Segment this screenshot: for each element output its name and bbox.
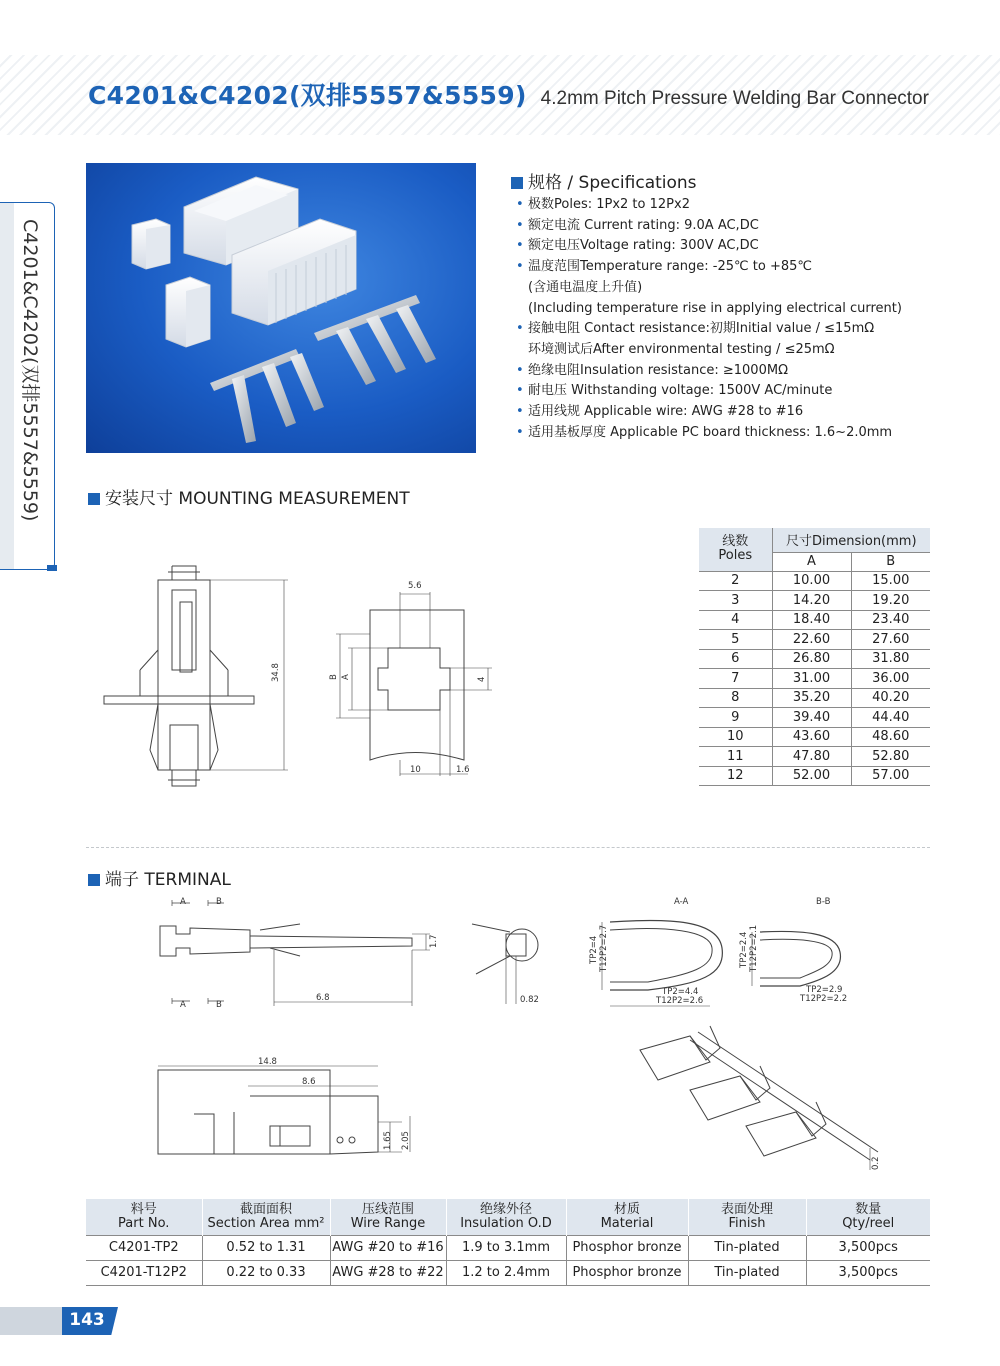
- poles-cell: 5: [699, 630, 772, 650]
- dim-17-label: 1.7: [429, 934, 439, 948]
- parts-header-cell: 压线范围 Wire Range: [330, 1199, 446, 1235]
- qty-cell: 3,500pcs: [806, 1235, 930, 1260]
- dim-205-label: 2.05: [401, 1131, 411, 1150]
- mounting-drawing: [100, 550, 500, 800]
- insulation-cell: 1.9 to 3.1mm: [446, 1235, 566, 1260]
- parts-rows: [86, 1235, 930, 1285]
- dim-b-label: B: [329, 674, 339, 680]
- dim-148-label: 14.8: [258, 1057, 277, 1067]
- spec-item: • 温度范围Temperature range: -25℃ to +85℃: [512, 257, 902, 278]
- part-no-cell: C4201-T12P2: [86, 1260, 202, 1285]
- dim-a-cell: 26.80: [772, 649, 851, 669]
- dim-a-cell: 39.40: [772, 708, 851, 728]
- col-poles: 线数 Poles: [699, 528, 772, 571]
- poles-cell: 11: [699, 747, 772, 767]
- dimension-row: [699, 747, 930, 767]
- dim-b-cell: 31.80: [851, 649, 930, 669]
- dim-a-cell: 35.20: [772, 688, 851, 708]
- col-b: B: [851, 552, 930, 571]
- dim-b-cell: 15.00: [851, 571, 930, 591]
- dim-a-cell: 18.40: [772, 610, 851, 630]
- dim-b-cell: 44.40: [851, 708, 930, 728]
- dim-b-cell: 19.20: [851, 591, 930, 611]
- spec-item: (含通电温度上升值): [528, 279, 643, 295]
- dimension-row: [699, 630, 930, 650]
- dim-b-cell: 27.60: [851, 630, 930, 650]
- dim-082-label: 0.82: [520, 995, 539, 1005]
- parts-header-cell: 绝缘外径 Insulation O.D: [446, 1199, 566, 1235]
- dim-b-cell: 48.60: [851, 727, 930, 747]
- poles-cell: 2: [699, 571, 772, 591]
- material-cell: Phosphor bronze: [566, 1260, 688, 1285]
- page-number-tab: [0, 1307, 126, 1335]
- dimension-rows: [699, 571, 930, 786]
- specs-heading: 规格 / Specifications: [511, 168, 697, 193]
- insulation-cell: 1.2 to 2.4mm: [446, 1260, 566, 1285]
- bb-tp2-bottom-label: TP2=2.9: [806, 985, 843, 995]
- poles-cell: 7: [699, 669, 772, 689]
- side-tab-label: C4201&C4202(双排5557&5559): [19, 219, 41, 522]
- specs-list: [512, 195, 902, 443]
- square-bullet-icon: [511, 177, 523, 189]
- aa-t12p2-label: T12P2=2.7: [599, 924, 609, 972]
- spec-item: (Including temperature rise in applying electrical current): [528, 300, 902, 316]
- aa-tp2-label: TP2=4: [589, 935, 599, 964]
- wire-range-cell: AWG #20 to #16: [330, 1235, 446, 1260]
- dim-height-label: 34.8: [271, 663, 281, 682]
- dim-gap-label: 4: [477, 676, 487, 682]
- section-a-label-bottom: A: [180, 1000, 186, 1010]
- dim-b-cell: 40.20: [851, 688, 930, 708]
- dim-a-label: A: [341, 674, 351, 680]
- dim-86-label: 8.6: [302, 1077, 316, 1087]
- square-bullet-icon: [88, 874, 100, 886]
- finish-cell: Tin-plated: [688, 1260, 806, 1285]
- dim-a-cell: 22.60: [772, 630, 851, 650]
- spec-item: • 绝缘电阻Insulation resistance: ≥1000MΩ: [512, 361, 902, 382]
- spec-item: 环境测试后After environmental testing / ≤25mΩ: [528, 341, 835, 357]
- dim-b-cell: 36.00: [851, 669, 930, 689]
- page-number: 143: [69, 1310, 105, 1330]
- poles-cell: 10: [699, 727, 772, 747]
- spec-item: • 耐电压 Withstanding voltage: 1500V AC/minute: [512, 381, 902, 402]
- spec-item: • 极数Poles: 1Px2 to 12Px2: [512, 195, 902, 216]
- parts-table: [86, 1199, 930, 1286]
- wire-range-cell: AWG #28 to #22: [330, 1260, 446, 1285]
- parts-row: [86, 1260, 930, 1285]
- aa-t12p2-bottom-label: T12P2=2.6: [656, 996, 704, 1006]
- poles-cell: 3: [699, 591, 772, 611]
- dimension-table: [699, 528, 930, 786]
- page-title: [88, 76, 929, 112]
- section-area-cell: 0.22 to 0.33: [202, 1260, 330, 1285]
- dim-165-label: 1.65: [383, 1131, 393, 1150]
- bb-tp2-label: TP2=2.4: [739, 931, 749, 968]
- dimension-row: [699, 649, 930, 669]
- material-cell: Phosphor bronze: [566, 1235, 688, 1260]
- spec-item: • 额定电压Voltage rating: 300V AC,DC: [512, 236, 902, 257]
- product-photo: [86, 163, 476, 453]
- dimension-row: [699, 591, 930, 611]
- dimension-row: [699, 688, 930, 708]
- dim-b-cell: 57.00: [851, 766, 930, 786]
- dimension-row: [699, 766, 930, 786]
- connector-illustration: [86, 163, 476, 453]
- spec-item: • 额定电流 Current rating: 9.0A AC,DC: [512, 216, 902, 237]
- poles-cell: 12: [699, 766, 772, 786]
- title-main: C4201&C4202(双排5557&5559): [88, 81, 527, 110]
- dimension-row: [699, 727, 930, 747]
- dimension-row: [699, 610, 930, 630]
- section-b-label-bottom: B: [216, 1000, 222, 1010]
- spec-item: • 接触电阻 Contact resistance:初期Initial value / ≤15mΩ: [512, 319, 902, 340]
- square-bullet-icon: [88, 493, 100, 505]
- view-bb-label: B-B: [816, 897, 831, 907]
- dim-thickness-label: 1.6: [456, 765, 470, 775]
- dim-a-cell: 31.00: [772, 669, 851, 689]
- qty-cell: 3,500pcs: [806, 1260, 930, 1285]
- part-no-cell: C4201-TP2: [86, 1235, 202, 1260]
- parts-header-cell: 截面面积 Section Area mm²: [202, 1199, 330, 1235]
- parts-header-cell: 材质 Material: [566, 1199, 688, 1235]
- col-a: A: [772, 552, 851, 571]
- parts-row: [86, 1235, 930, 1260]
- parts-header-row: [86, 1199, 930, 1235]
- dim-b-cell: 52.80: [851, 747, 930, 767]
- section-b-label-top: B: [216, 897, 222, 907]
- poles-cell: 6: [699, 649, 772, 669]
- parts-header-cell: 料号 Part No.: [86, 1199, 202, 1235]
- dim-a-cell: 52.00: [772, 766, 851, 786]
- side-tab: [0, 202, 55, 570]
- dim-68-label: 6.8: [316, 993, 330, 1003]
- dim-b-cell: 23.40: [851, 610, 930, 630]
- parts-header-cell: 数量 Qty/reel: [806, 1199, 930, 1235]
- dim-pitch-label: 10: [410, 765, 421, 775]
- dim-02-label: 0.2: [871, 1156, 881, 1170]
- dim-width-label: 5.6: [408, 581, 422, 591]
- dim-a-cell: 47.80: [772, 747, 851, 767]
- bb-t12p2-bottom-label: T12P2=2.2: [800, 994, 848, 1004]
- poles-cell: 8: [699, 688, 772, 708]
- mounting-heading: 安装尺寸 MOUNTING MEASUREMENT: [88, 484, 410, 509]
- dimension-row: [699, 669, 930, 689]
- parts-header-cell: 表面处理 Finish: [688, 1199, 806, 1235]
- spec-item: • 适用线规 Applicable wire: AWG #28 to #16: [512, 402, 902, 423]
- section-area-cell: 0.52 to 1.31: [202, 1235, 330, 1260]
- spec-item: • 适用基板厚度 Applicable PC board thickness: 1.6~2.0mm: [512, 423, 902, 444]
- section-divider: [86, 847, 930, 848]
- section-a-label-top: A: [180, 897, 186, 907]
- terminal-heading: 端子 TERMINAL: [88, 865, 231, 890]
- view-aa-label: A-A: [674, 897, 689, 907]
- dimension-row: [699, 708, 930, 728]
- aa-tp2-bottom-label: TP2=4.4: [662, 987, 699, 997]
- col-dimension: 尺寸Dimension(mm): [772, 528, 930, 552]
- dim-a-cell: 14.20: [772, 591, 851, 611]
- dimension-row: [699, 571, 930, 591]
- poles-cell: 4: [699, 610, 772, 630]
- dim-a-cell: 10.00: [772, 571, 851, 591]
- poles-cell: 9: [699, 708, 772, 728]
- bb-t12p2-label: T12P2=2.1: [749, 924, 759, 972]
- dim-a-cell: 43.60: [772, 727, 851, 747]
- terminal-drawing: [150, 890, 910, 1180]
- finish-cell: Tin-plated: [688, 1235, 806, 1260]
- title-subtitle: 4.2mm Pitch Pressure Welding Bar Connector: [540, 88, 929, 109]
